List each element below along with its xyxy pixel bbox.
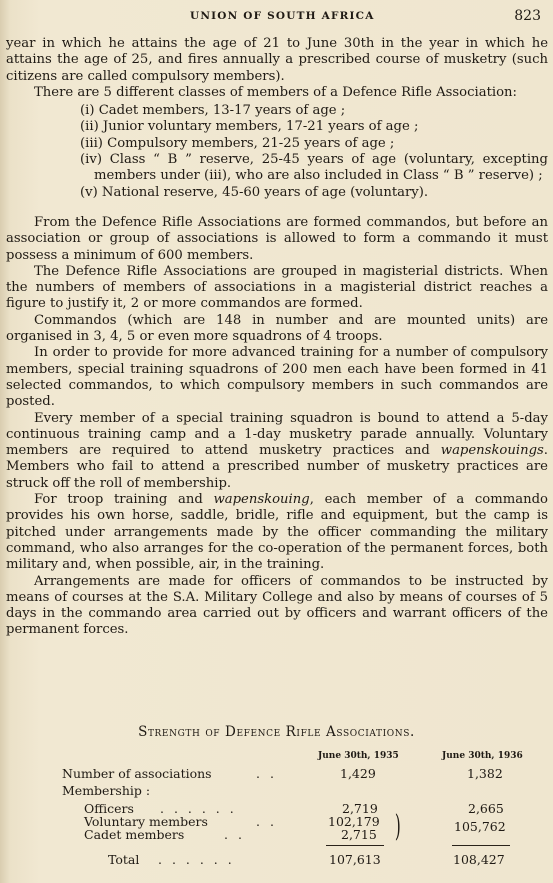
leader-dots: . . [256,766,277,781]
paragraph-9: Arrangements are made for officers of commandos to be instructed by means of courses at the S.A. Military College and also by means of courses of 5 days in the commando area carried out by officers and warrant officers of the permanent forces. [6,573,548,638]
running-title: UNION OF SOUTH AFRICA [190,10,375,22]
page-number: 823 [514,8,541,24]
paragraph-5: Commandos (which are 148 in number and are mounted units) are organised in 3, 4, 5 or even more squadrons of 4 troops. [6,312,548,345]
column-header-1935: June 30th, 1935 [318,751,399,761]
brace-glyph: ) [394,809,401,844]
list-item: (ii) Junior voluntary members, 17-21 years of age ; [80,119,419,135]
sum-rule [452,845,510,846]
table-title-text: Strength of Defence Rifle Associations. [138,724,415,740]
text-run: . Members who fail to attend a prescribed number of musketry practices are struck off the roll of membership. [6,443,548,491]
list-item: (i) Cadet members, 13-17 years of age ; [80,103,346,119]
row-label-associations: Number of associations [62,766,212,781]
column-header-1936: June 30th, 1936 [442,751,523,761]
leader-dots: . . [224,827,245,842]
list-item: (iii) Compulsory members, 21-25 years of age ; [80,135,395,151]
row-label-membership: Membership : [62,783,151,798]
cell-associations-1936: 1,382 [467,766,503,781]
cell-officers-1935: 2,719 [342,801,378,816]
paragraph-1: year in which he attains the age of 21 to June 30th in the year in which he attains the age of 25, and fires annually a prescribed course of musketry (such citizens are called compulsory members). [6,36,548,84]
row-label-cadet: Cadet members [84,827,185,842]
list-item: (v) National reserve, 45-60 years of age (voluntary). [80,184,429,200]
cell-voluntary-1935: 102,179 [328,814,380,829]
cell-total-1935: 107,613 [329,852,381,867]
cell-total-1936: 108,427 [453,852,505,867]
text-run: , each member of a commando provides his own horse, saddle, bridle, rifle and equipment, but the camp is pitched under arrangements made by the officer commanding the military command, who also arranges for the co-operation of the permanent forces, both military and, when possible, air, in the training. [6,492,548,573]
list-item: (iv) Class “ B ” reserve, 25-45 years of age (voluntary, excepting members under (iii), who are also included in Class “ B ” reserve) ; [80,152,548,184]
row-label-voluntary: Voluntary members [84,814,208,829]
paragraph-2: There are 5 different classes of members of a Defence Rifle Association: [34,84,517,100]
italic-term: wapenskouings [440,443,544,459]
text-run: For troop training and [34,492,214,508]
paragraph-4: The Defence Rifle Associations are grouped in magisterial districts. When the numbers of members of associations in a magisterial district reaches a figure to justify it, 2 or more commandos are formed. [6,263,548,312]
leader-dots: . . . . . . [160,801,237,816]
row-label-total: Total [108,852,140,867]
text-run: Every member of a special training squadron is bound to attend a 5-day continuous training camp and a 1-day musketry parade annually. Voluntary members are required to attend musketry practices and [6,410,548,459]
italic-term: wapenskouing [213,492,310,508]
row-label-officers: Officers [84,801,134,816]
sum-rule [326,845,384,846]
cell-associations-1935: 1,429 [340,766,376,781]
leader-dots: . . . . . . [158,852,235,867]
leader-dots: . . [256,814,277,829]
cell-cadet-1935: 2,715 [341,827,377,842]
cell-officers-1936: 2,665 [468,801,504,816]
paragraph-3: From the Defence Rifle Associations are formed commandos, but before an association or group of associations is allowed to form a commando it must possess a minimum of 600 members. [6,214,548,263]
paragraph-6: In order to provide for more advanced training for a number of compulsory members, special training squadrons of 200 men each have been formed in 41 selected commandos, to which compulsory members in such commandos are posted. [6,345,548,410]
cell-voluntary-cadet-1936: 105,762 [454,819,506,834]
